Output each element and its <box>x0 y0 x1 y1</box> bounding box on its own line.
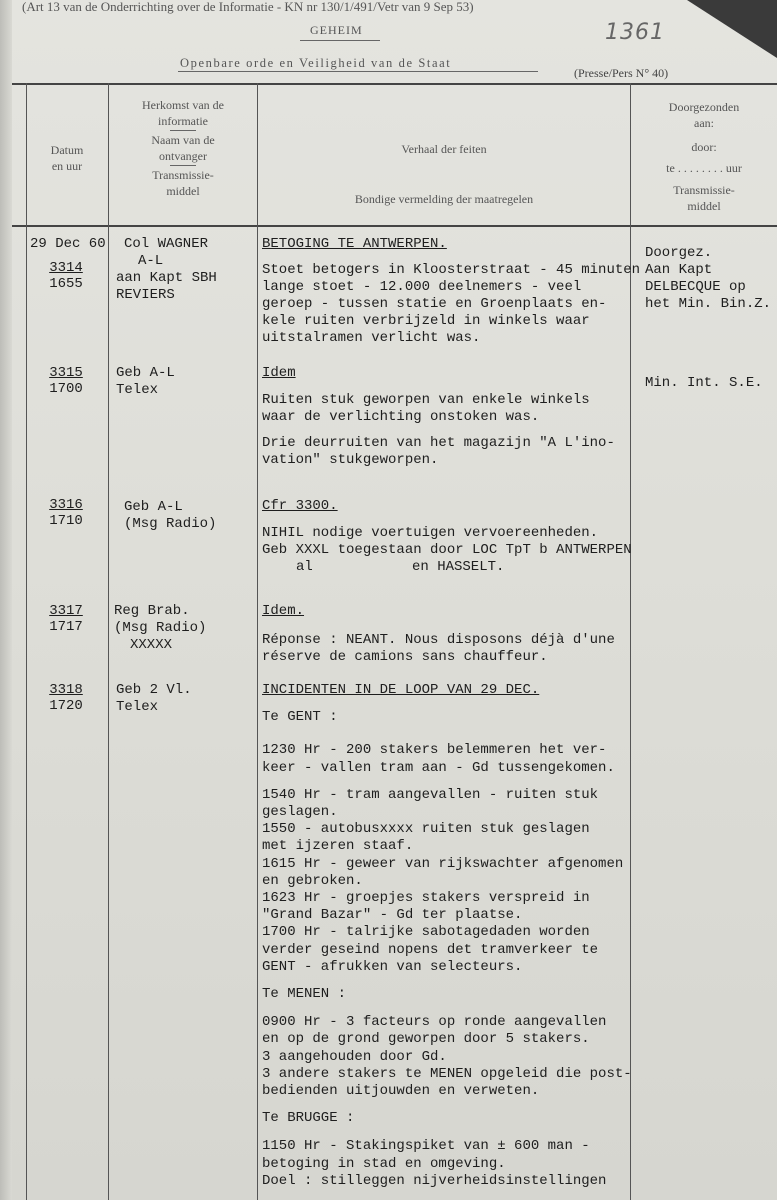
classification-label: GEHEIM <box>310 23 363 37</box>
entry-number: 3317 1717 <box>49 603 83 635</box>
header-bottom-border <box>12 225 777 227</box>
subject-title: Openbare orde en Veiligheid van de Staat <box>180 56 452 70</box>
facts-column-header: Verhaal der feiten <box>401 142 487 156</box>
entry-text: INCIDENTEN IN DE LOOP VAN 29 DEC. Te GENT : 1230 Hr - 200 stakers belemmeren het ver- keer - vallen tram aan - Gd tussengekomen. 1540 Hr - tram aangevallen - ruiten stuk geslagen. 1550 - autobusxxxx ruiten stuk geslagen met ijzeren staaf. 1615 Hr - geweer van rijkswachter afgenomen en gebroken. 1623 Hr - groepjes stakers verspreid in "Grand Bazar" - Gd ter plaatse. 1700 Hr - talrijke sabotagedaden worden verder geseind nopens det tramverkeer te GENT - afrukken van selecteurs. Te MENEN : 0900 Hr - 3 facteurs op ronde aangevallen en op de grond geworpen door 5 stakers. 3 aangehouden door Gd. 3 andere stakers te MENEN opgeleid die post- bedienden uitjouwden en verweten. Te BRUGGE : 1150 Hr - Stakingspiket van ± 600 man - betoging in stad en omgeving. Doel : stilleggen nijverheidsinstellingen <box>262 682 632 1189</box>
table-top-border <box>12 83 777 85</box>
entry-number: 3314 1655 <box>49 260 83 292</box>
forward-column-header: Doorgezonden aan: door: te . . . . . . . . uur Transmissie- middel <box>666 100 742 213</box>
entry-text: BETOGING TE ANTWERPEN. Stoet betogers in Kloosterstraat - 45 minuten lange stoet - 12.000 deelnemers - veel geroep - tussen statie en Groenplaats en- kele ruiten verbrijzeld in winkels waar uitstalramen verlicht was. <box>262 236 641 346</box>
entry-origin: Geb A-L (Msg Radio) <box>124 499 217 532</box>
entry-origin: Geb 2 Vl. Telex <box>116 682 192 715</box>
column-divider-origin <box>257 83 258 1200</box>
subject-underline <box>178 71 538 72</box>
article-reference: (Art 13 van de Onderrichting over de Informatie - KN nr 130/1/491/Vetr van 9 Sep 53) <box>22 0 474 14</box>
measures-column-header: Bondige vermelding der maatregelen <box>354 192 534 206</box>
press-reference: (Presse/Pers N° 40) <box>574 66 669 80</box>
entry-forward: Doorgez. Aan Kapt DELBECQUE op het Min. Bin.Z. <box>645 245 772 312</box>
folded-corner <box>687 0 777 58</box>
entry-text: Idem. Réponse : NEANT. Nous disposons déjà d'une réserve de camions sans chauffeur. <box>262 603 615 665</box>
entry-text: Idem Ruiten stuk geworpen van enkele winkels waar de verlichting onstoken was. Drie deurruiten van het magazijn "A L'ino- vation" stukgeworpen. <box>262 365 615 468</box>
entry-number: 3318 1720 <box>49 682 83 714</box>
entry-number: 3316 1710 <box>49 497 83 529</box>
handwritten-number: 1361 <box>605 20 665 45</box>
entry-number: 3315 1700 <box>49 365 83 397</box>
column-divider-date <box>108 83 109 1200</box>
classification-underline <box>300 40 380 41</box>
entry-text: Cfr 3300. NIHIL nodige voertuigen vervoereenheden. Geb XXXL toegestaan door LOC TpT b ANTWERPEN al en HASSELT. <box>262 498 632 575</box>
origin-column-header: Herkomst van de informatie Naam van de ontvanger Transmissie- middel <box>142 98 224 198</box>
page-edge <box>0 0 12 1200</box>
entry-origin: Geb A-L Telex <box>116 365 175 398</box>
entry-origin: Col WAGNER A-L aan Kapt SBH REVIERS <box>116 236 217 303</box>
entry-origin: Reg Brab. (Msg Radio) XXXXX <box>114 603 207 653</box>
column-divider-left <box>26 83 27 1200</box>
entry-forward: Min. Int. S.E. <box>645 375 763 391</box>
entry-date: 29 Dec 60 <box>30 236 106 252</box>
date-column-header: Datum en uur <box>50 143 84 173</box>
